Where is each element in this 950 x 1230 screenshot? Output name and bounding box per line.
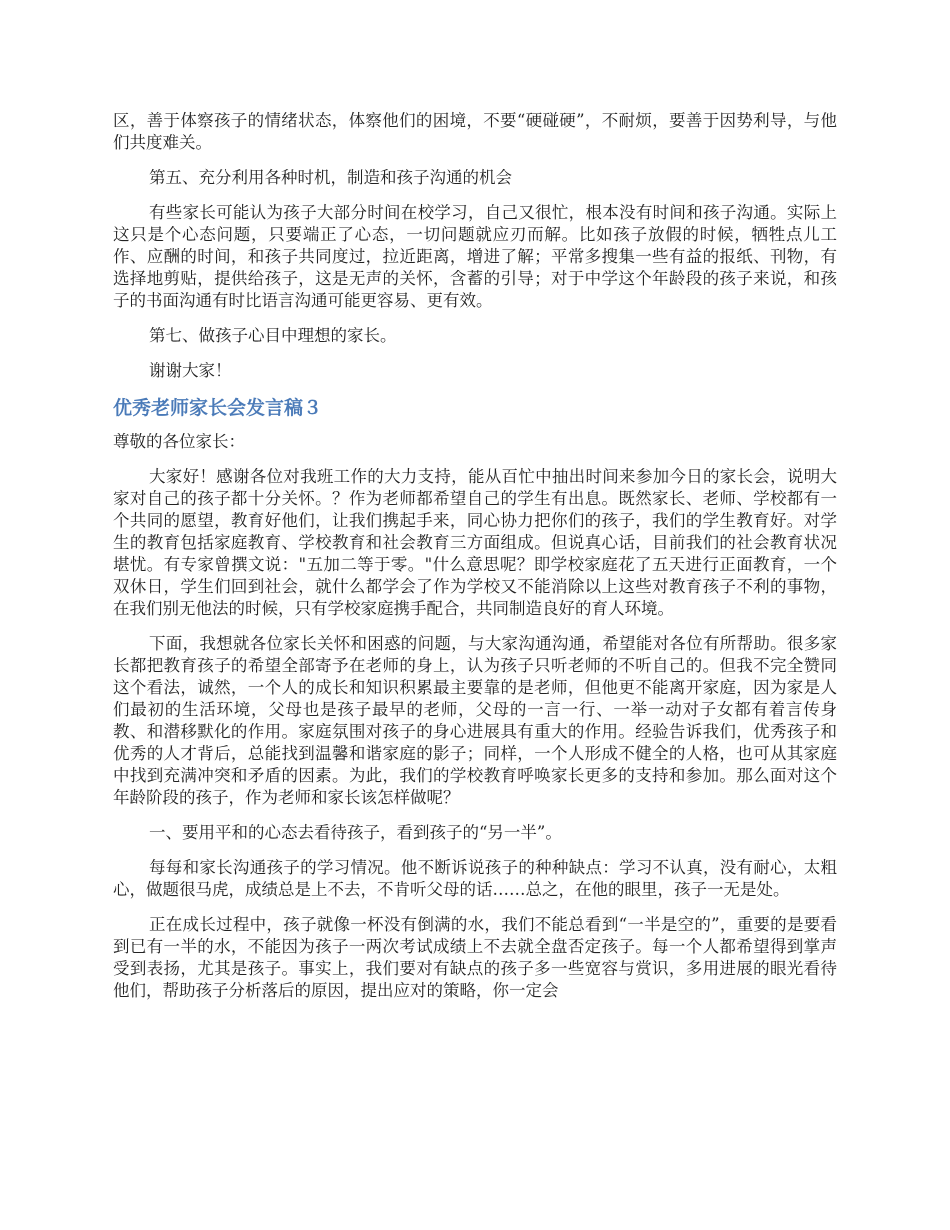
paragraph-growing: 正在成长过程中，孩子就像一杯没有倒满的水，我们不能总看到“一半是空的”，重要的是要看到已有一半的水，不能因为孩子一两次考试成绩上不去就全盘否定孩子。每一个人都希望得到掌声受到表扬，尤其是孩子。事实上，我们要对有缺点的孩子多一些宽容与赏识，多用进展的眼光看待他们，帮助孩子分析落后的原因，提出应对的策略，你一定会 [113, 915, 837, 1000]
paragraph-below: 下面，我想就各位家长关怀和困惑的问题，与大家沟通沟通，希望能对各位有所帮助。很多家长都把教育孩子的希望全部寄予在老师的身上，认为孩子只听老师的不听自己的。但我不完全赞同这个看法，诚然，一个人的成长和知识积累最主要靠的是老师，但他更不能离开家庭，因为家是人们最初的生活环境，父母也是孩子最早的老师，父母的一言一行、一举一动对子女都有着言传身教、和潜移默化的作用。家庭氛围对孩子的身心进展具有重大的作用。经验告诉我们，优秀孩子和优秀的人才背后，总能找到温馨和谐家庭的影子；同样，一个人形成不健全的人格，也可从其家庭中找到充满冲突和矛盾的因素。为此，我们的学校教育呼唤家长更多的支持和参加。那么面对这个年龄阶段的孩子，作为老师和家长该怎样做呢？ [113, 634, 837, 807]
document-page [113, 110, 837, 1015]
paragraph-busy-parents: 有些家长可能认为孩子大部分时间在校学习，自己又很忙，根本没有时间和孩子沟通。实际上这只是个心态问题，只要端正了心态，一切问题就应刃而解。比如孩子放假的时候，牺牲点儿工作、应酬的时间，和孩子共同度过，拉近距离，增进了解；平常多搜集一些有益的报纸、刊物，有选择地剪贴，提供给孩子，这是无声的关怀，含蓄的引导；对于中学这个年龄段的孩子来说，和孩子的书面沟通有时比语言沟通可能更容易、更有效。 [113, 203, 837, 310]
paragraph-point-seven: 第七、做孩子心目中理想的家长。 [149, 326, 397, 345]
section-heading: 优秀老师家长会发言稿３ [113, 397, 323, 419]
paragraph-point-five: 第五、充分利用各种时机，制造和孩子沟通的机会 [149, 168, 512, 187]
paragraph-greeting: 大家好！感谢各位对我班工作的大力支持，能从百忙中抽出时间来参加今日的家长会，说明大家对自己的孩子都十分关怀。？作为老师都希望自己的学生有出息。既然家长、老师、学校都有一个共同的愿望，教育好他们，让我们携起手来，同心协力把你们的孩子，我们的学生教育好。对学生的教育包括家庭教育、学校教育和社会教育三方面组成。但说真心话，目前我们的社会教育状况堪忧。有专家曾撰文说："五加二等于零。"什么意思呢？即学校家庭花了五天进行正面教育，一个双休日，学生们回到社会，就什么都学会了作为学校又不能消除以上这些对教育孩子不利的事物，在我们别无他法的时候，只有学校家庭携手配合，共同制造良好的育人环境。 [113, 467, 837, 618]
paragraph-salutation: 尊敬的各位家长： [113, 432, 245, 451]
paragraph-thanks: 谢谢大家！ [149, 361, 232, 380]
paragraph-continuation: 区，善于体察孩子的情绪状态，体察他们的困境，不要“硬碰硬”，不耐烦，要善于因势利导，与他们共度难关。 [113, 111, 837, 152]
paragraph-point-one: 一、要用平和的心态去看待孩子，看到孩子的“另一半”。 [149, 823, 562, 842]
paragraph-every-time: 每每和家长沟通孩子的学习情况。他不断诉说孩子的种种缺点：学习不认真，没有耐心，太粗心，做题很马虎，成绩总是上不去，不肯听父母的话……总之，在他的眼里，孩子一无是处。 [113, 858, 837, 899]
